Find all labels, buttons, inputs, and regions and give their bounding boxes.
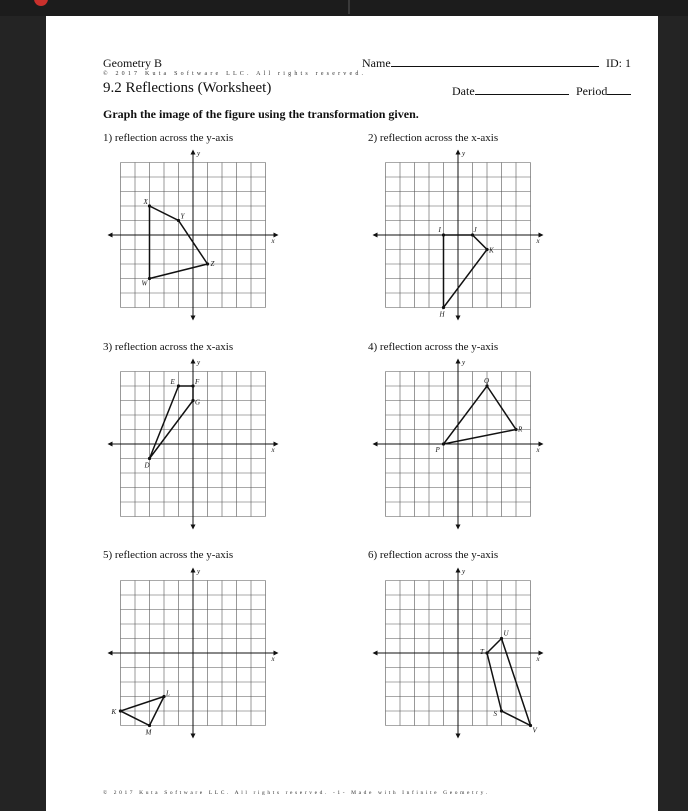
y-axis-arrow-up [191,150,196,155]
name-field[interactable] [362,56,599,71]
y-axis-arrow-down [191,525,196,530]
x-axis-label: x [271,446,275,454]
y-axis-label: y [462,567,466,576]
vertex-label-k: K [111,708,117,716]
y-axis-arrow-down [456,316,461,321]
name-label: Name [362,56,391,70]
name-blank [391,56,599,67]
vertex-label-v: V [532,726,537,735]
course-name: Geometry B [103,56,162,70]
x-axis-label: x [536,655,540,663]
x-axis-arrow-left [373,233,378,238]
x-axis-label: x [536,237,540,245]
x-axis-arrow-left [373,442,378,447]
period-field[interactable] [576,84,631,99]
y-axis-arrow-down [191,316,196,321]
x-axis-arrow-left [108,233,113,238]
problem-6-label: 6) reflection across the y-axis [368,549,499,561]
vertex-i [442,233,445,236]
vertex-label-h: H [439,310,445,319]
vertex-k [119,709,122,712]
y-axis-arrow-down [456,525,461,530]
vertex-label-u: U [503,629,509,638]
period-blank [607,84,631,95]
vertex-label-s: S [493,710,497,718]
vertex-label-x: X [143,198,148,206]
vertex-x [148,204,151,207]
vertex-p [442,442,445,445]
x-axis-label: x [271,655,275,663]
id-label: ID: 1 [606,56,631,70]
vertex-d [148,457,151,460]
problem-5-label: 5) reflection across the y-axis [103,549,234,561]
vertex-label-l: L [166,689,170,698]
graph-2[interactable] [370,146,546,324]
vertex-label-w: W [141,279,148,288]
graph-1[interactable] [105,146,281,324]
vertex-label-m: M [145,728,152,737]
graph-4[interactable] [370,355,546,533]
y-axis-arrow-up [456,150,461,155]
vertex-label-g: G [195,398,201,407]
graph-6[interactable] [370,564,546,742]
vertex-label-r: R [518,425,523,434]
vertex-label-y: Y [180,212,185,221]
y-axis-arrow-up [191,359,196,364]
viewer-top-bar [0,0,688,16]
vertex-e [177,384,180,387]
vertex-label-q: Q [484,377,490,385]
period-label: Period [576,84,608,98]
y-axis-arrow-up [191,568,196,573]
vertex-label-t: T [480,648,484,656]
vertex-label-j: J [473,226,477,234]
x-axis-arrow-left [108,651,113,656]
problem-1-label: 1) reflection across the y-axis [103,132,234,144]
vertex-w [148,277,151,280]
y-axis-label: y [197,567,201,576]
y-axis-label: y [462,358,466,367]
x-axis-arrow-left [373,651,378,656]
y-axis-arrow-down [191,734,196,739]
vertex-label-f: F [195,378,200,386]
vertex-s [500,709,503,712]
vertex-z [206,262,209,265]
y-axis-arrow-down [456,734,461,739]
x-axis-arrow-left [108,442,113,447]
vertex-label-z: Z [210,260,215,268]
y-axis-arrow-up [456,568,461,573]
y-axis-label: y [462,149,466,158]
worksheet-page [46,16,658,811]
graph-3[interactable] [105,355,281,533]
instructions: Graph the image of the figure using the transformation given. [103,107,419,121]
figure-polygon [444,235,488,308]
problem-4-label: 4) reflection across the y-axis [368,341,499,353]
footer: © 2017 Kuta Software LLC. All rights reserved. -1- Made with Infinite Geometry. [103,790,490,796]
problem-3-label: 3) reflection across the x-axis [103,341,234,353]
problem-2-label: 2) reflection across the x-axis [368,132,499,144]
vertex-label-i: I [438,226,441,234]
graph-5[interactable] [105,564,281,742]
y-axis-arrow-up [456,359,461,364]
toolbar-divider [348,0,350,14]
vertex-label-d: D [144,461,150,470]
vertex-t [485,651,488,654]
worksheet-title: 9.2 Reflections (Worksheet) [103,80,272,96]
date-field[interactable] [452,84,569,99]
vertex-h [442,306,445,309]
y-axis-label: y [197,358,201,367]
close-window-icon[interactable] [34,0,48,6]
date-label: Date [452,84,475,98]
figure-polygon [150,386,194,459]
y-axis-label: y [197,149,201,158]
date-blank [475,84,569,95]
vertex-label-k: K [489,246,494,255]
vertex-m [148,724,151,727]
copyright-line: © 2017 Kuta Software LLC. All rights reserved. [103,71,367,77]
x-axis-label: x [271,237,275,245]
vertex-label-e: E [170,378,175,386]
vertex-label-p: P [435,446,440,454]
x-axis-label: x [536,446,540,454]
